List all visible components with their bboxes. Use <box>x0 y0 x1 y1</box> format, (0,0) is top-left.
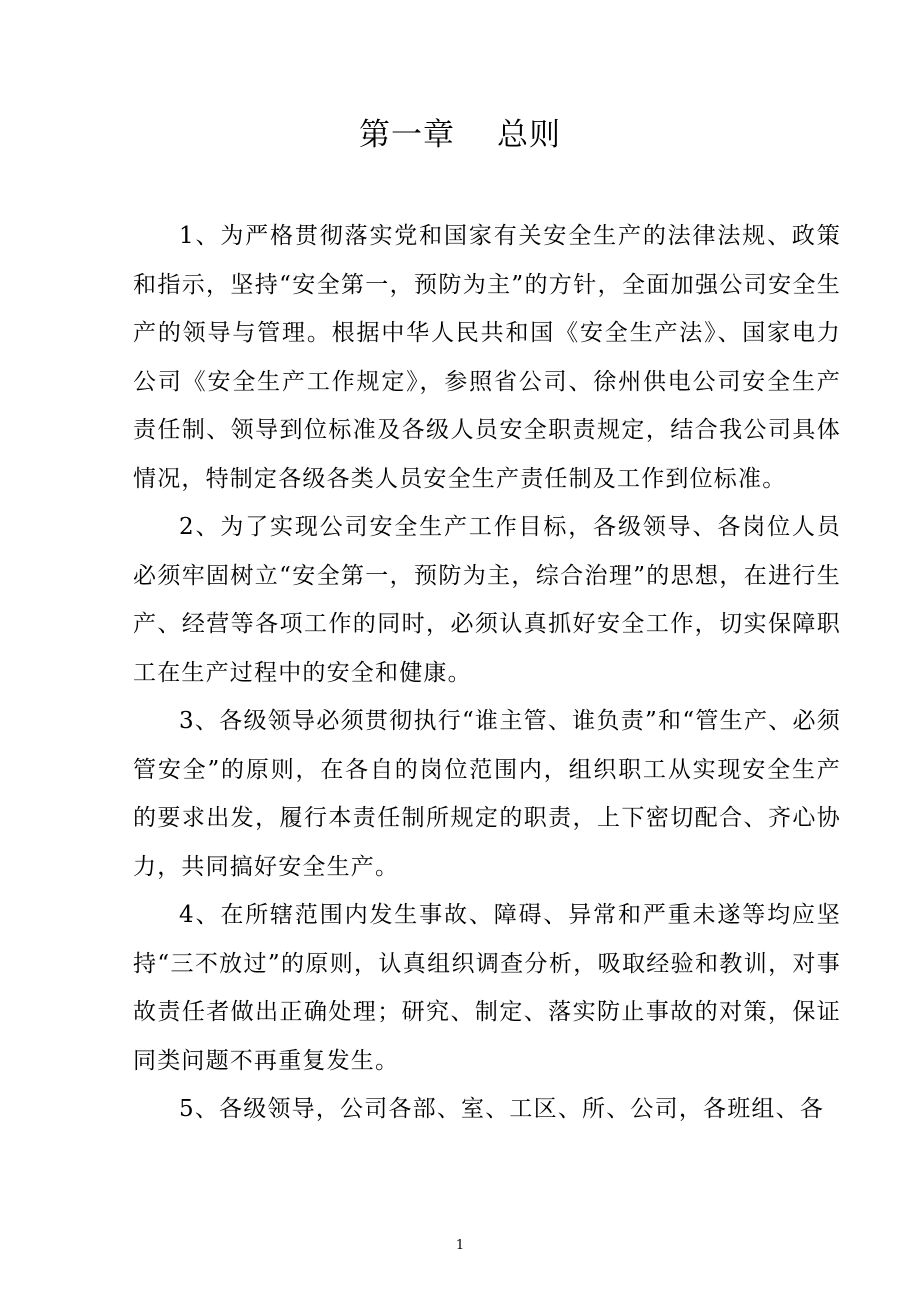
page-number: 1 <box>455 1238 465 1253</box>
chapter-label: 第一章 <box>359 117 455 153</box>
chapter-title <box>0 112 920 158</box>
chapter-name: 总则 <box>497 117 561 153</box>
paragraph-3: 3、各级领导必须贯彻执行“谁主管、谁负责”和“管生产、必须管安全”的原则，在各自的岗位范围内，组织职工从实现安全生产的要求出发，履行本责任制所规定的职责，上下密切配合、齐心协力，共同搞好安全生产。 <box>133 708 841 880</box>
paragraph-5: 5、各级领导，公司各部、室、工区、所、公司，各班组、各 <box>179 1096 825 1122</box>
paragraph-4: 4、在所辖范围内发生事故、障碍、异常和严重未遂等均应坚持“三不放过”的原则，认真组织调查分析，吸取经验和教训，对事故责任者做出正确处理；研究、制定、落实防止事故的对策，保证同类问题不再重复发生。 <box>133 902 841 1074</box>
chapter-body <box>133 212 841 1134</box>
paragraph-1: 1、为严格贯彻落实党和国家有关安全生产的法律法规、政策和指示，坚持“安全第一，预防为主”的方针，全面加强公司安全生产的领导与管理。根据中华人民共和国《安全生产法》、国家电力公司《安全生产工作规定》，参照省公司、徐州供电公司安全生产责任制、领导到位标准及各级人员安全职责规定，结合我公司具体情况，特制定各级各类人员安全生产责任制及工作到位标准。 <box>133 223 841 492</box>
paragraph-2: 2、为了实现公司安全生产工作目标，各级领导、各岗位人员必须牢固树立“安全第一，预防为主，综合治理”的思想，在进行生产、经营等各项工作的同时，必须认真抓好安全工作，切实保障职工在生产过程中的安全和健康。 <box>133 514 841 686</box>
